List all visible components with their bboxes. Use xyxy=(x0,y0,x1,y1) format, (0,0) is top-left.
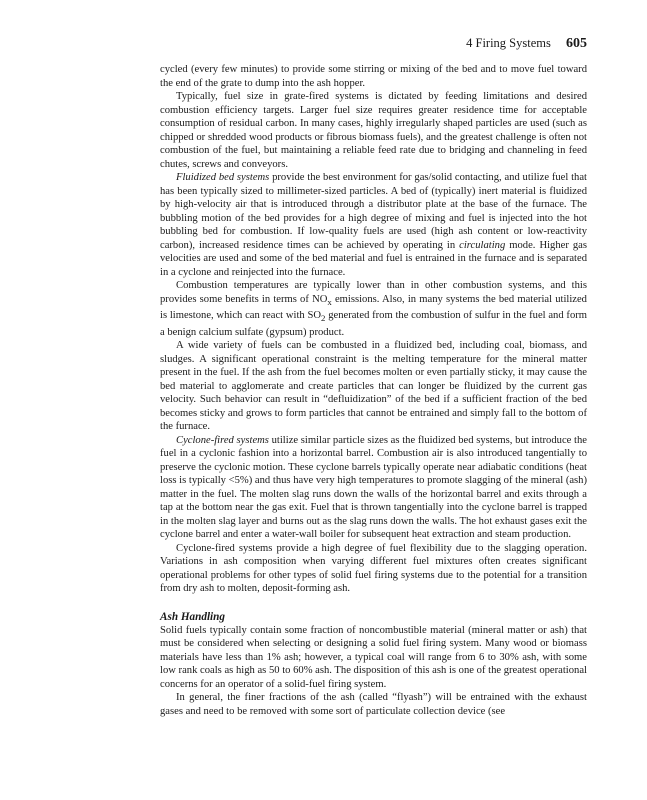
subscript: 2 xyxy=(321,313,326,324)
text-run: utilize similar particle sizes as the fluidized bed systems, but introduce the fuel in a cyclonic fashion into a horizontal barrel. Combustion air is also introduced tangentially to preserve the cyclonic motion. These cyclone barrels typically operate near adiabatic conditions (heat loss is typically <5%) and thus have very high temperatures to promote slagging of the mineral (ash) matter in the fuel. The molten slag runs down the walls of the horizontal barrel and exits through a tap at the bottom near the gas exit. Fuel that is thrown tangentially into the cyclone barrel is trapped in the molten slag layer and burns out as the slag runs down the walls. The hot exhaust gases exit the cyclone barrel and enter a water-wall boiler for subsequent heat extraction and steam production. xyxy=(160,434,587,541)
paragraph xyxy=(160,90,587,171)
paragraph xyxy=(160,691,587,718)
paragraph xyxy=(160,171,587,279)
paragraph xyxy=(160,279,587,339)
page-number: 605 xyxy=(566,36,587,51)
running-header xyxy=(160,36,587,52)
paragraph xyxy=(160,542,587,596)
text-run: Combustion temperatures are typically lower than in other combustion systems, and this provides some benefits in terms of NO xyxy=(160,280,587,305)
text-run: generated from the combustion of sulfur in the fuel and form a benign calcium sulfate (gypsum) product. xyxy=(160,310,588,338)
paragraph xyxy=(160,624,587,692)
text-run: Cyclone-fired systems provide a high degree of fuel flexibility due to the slagging operation. Variations in ash composition when varying different fuel mixtures often creates significant operational problems for other types of solid fuel firing systems due to the potential for a transition from dry ash to molten, deposit-forming ash. xyxy=(160,542,587,595)
italic-term: Fluidized bed systems xyxy=(176,172,270,183)
text-run: Solid fuels typically contain some fraction of noncombustible material (mineral matter or ash) that must be considered when selecting or designing a solid fuel firing system. Many wood or biomass materials have less than 1% ash; however, a typical coal will range from 6 to 30% ash, with some low rank coals as high as 50 to 60% ash. The disposition of this ash is one of the greatest operational concerns for an operator of a solid-fuel firing system. xyxy=(160,624,587,690)
paragraph xyxy=(160,434,587,542)
body-text xyxy=(160,63,587,718)
italic-term: Cyclone-fired systems xyxy=(176,434,269,446)
text-run: provide the best environment for gas/solid contacting, and utilize fuel that has been typically sized to millimeter-sized particles. A bed of (typically) inert material is fluidized by high-velocity air that is introduced through a distributor plate at the base of the furnace. The bubbling motion of the bed provides for a high degree of mixing and fuel is injected into the hot bubbling bed for combustion. If low-quality fuels are used (high ash content or low-reactivity carbon), increased residence times can be achieved by operating in xyxy=(160,172,587,251)
section-heading: Ash Handling xyxy=(160,610,225,623)
text-run: mode. Higher gas velocities are used and some of the bed material and fuel is entrained in the furnace and is separated in a cyclone and reinjected into the furnace. xyxy=(160,239,587,278)
paragraph xyxy=(160,339,587,434)
subscript: x xyxy=(327,296,332,307)
text-run: Typically, fuel size in grate-fired systems is dictated by feeding limitations and desired combustion efficiency targets. Larger fuel size requires greater residence time for acceptable consumption of residual carbon. In many cases, highly irregularly shaped particles are used (such as chipped or shredded wood products or fibrous biomass fuels), and the greatest challenge is often not combustion of the fuel, but maintaining a reliable feed rate due to bridging and channeling in feed chutes, screws and conveyors. xyxy=(160,91,587,170)
section-title: 4 Firing Systems xyxy=(466,36,551,50)
paragraph xyxy=(160,63,587,90)
text-run: In general, the finer fractions of the ash (called “flyash”) will be entrained with the exhaust gases and need to be removed with some sort of particulate collection device (see xyxy=(160,692,587,717)
italic-term: circulating xyxy=(459,239,506,251)
text-run: A wide variety of fuels can be combusted in a fluidized bed, including coal, biomass, and sludges. A significant operational constraint is the melting temperature for the mineral matter present in the fuel. If the ash from the fuel becomes molten or even partially sticky, it may cause the bed material to agglomerate and create particles that can longer be fluidized by the current gas velocity. Such behavior can result in “defluidization” of the bed if a sufficient fraction of the bed becomes sticky and grows to form particles that cannot be entrained and simply fall to the bottom of the furnace. xyxy=(160,340,587,433)
text-run: emissions. Also, in many systems the bed material utilized is limestone, which can react with SO xyxy=(160,293,587,322)
text-run: cycled (every few minutes) to provide some stirring or mixing of the bed and to move fuel toward the end of the grate to dump into the ash hopper. xyxy=(160,64,587,89)
